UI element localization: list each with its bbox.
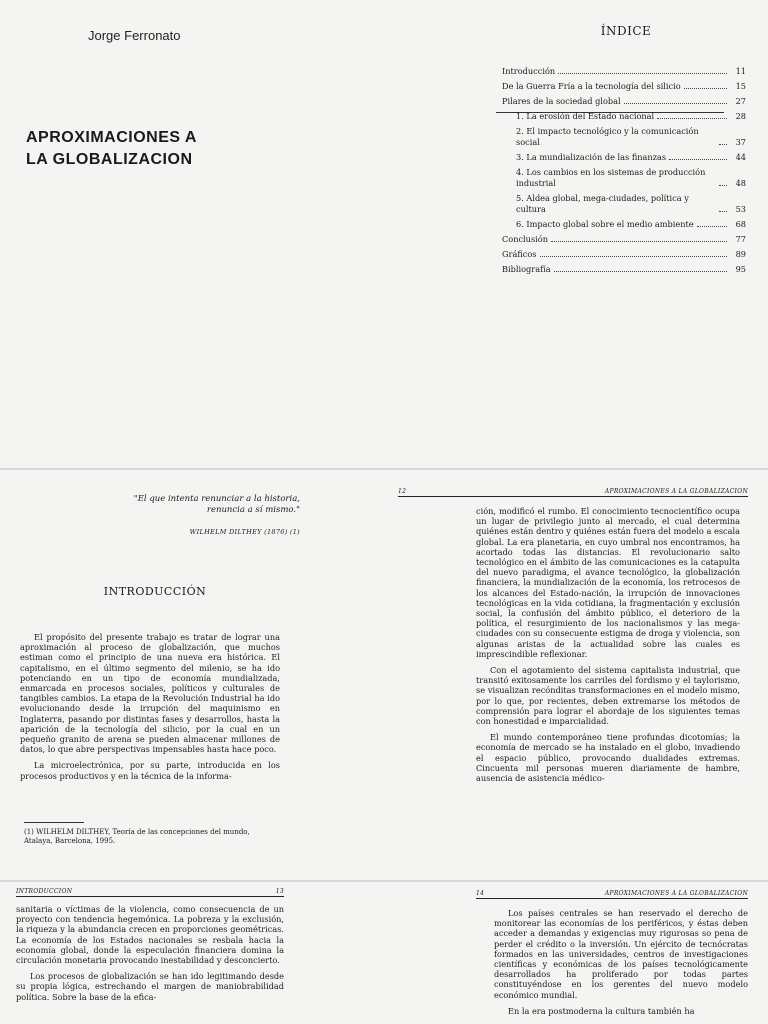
toc-leader-dots: [719, 211, 727, 212]
page-index: [384, 0, 768, 468]
epigraph-source: WILHELM DILTHEY (1876) (1): [189, 528, 300, 536]
toc-leader-dots: [624, 103, 727, 104]
toc-entry-page: 77: [735, 234, 746, 244]
toc-entry-label: 3. La mundialización de las finanzas: [516, 152, 667, 162]
paragraph: ción, modificó el rumbo. El conocimiento tecnocientífico ocupa un lugar de privilegio junto al mercado, el cual determina quiénes están dentro y quiénes están fuera del modelo a escala global. La era planetaria, en cuyo umbral nos encontramos, ha acortado todas las distancias. El revolucionario salto tecnológico en el ámbito de las comunicaciones es la catapulta del nuevo paradigma, el avance tecnológico, la globalización financiera, la mundialización de la economía, los retrocesos de los alcances del Estado-nación, la irrupción de innovaciones tecnológicas en la vida cotidiana, la fragmentación y exclusión social, la confusión del ámbito público, el deterioro de la política, el resurgimiento de los nacionalismos y las mega-ciudades con su consecuente estigma de droga y violencia, son algunas aristas de la actualidad sobre las cuales es imprescindible reflexionar.: [476, 506, 740, 659]
toc-entry: [502, 81, 746, 92]
toc-leader-dots: [719, 185, 727, 186]
running-head-title: APROXIMACIONES A LA GLOBALIZACION: [604, 488, 748, 495]
toc-entry: [502, 126, 746, 148]
body-text: [494, 908, 748, 1022]
page-number: 12: [398, 488, 407, 495]
toc-leader-dots: [684, 88, 727, 89]
toc-entry-label: Gráficos: [502, 249, 537, 259]
page-14: [384, 882, 768, 1024]
toc-leader-dots: [669, 159, 727, 160]
toc-entry-label: 1. La erosión del Estado nacional: [516, 111, 655, 121]
toc-entry: [502, 111, 746, 122]
book-title-line: APROXIMACIONES A: [26, 129, 197, 146]
section-heading: INTRODUCCIÓN: [103, 585, 207, 598]
toc-entry: [502, 66, 746, 77]
author-name: Jorge Ferronato: [88, 28, 181, 43]
toc-leader-dots: [719, 144, 727, 145]
toc-entry-page: 27: [735, 96, 746, 106]
toc-entry-page: 28: [735, 111, 746, 121]
toc-leader-dots: [540, 256, 727, 257]
body-text: [476, 506, 740, 789]
book-title: [26, 127, 286, 171]
page-number: 14: [476, 890, 485, 897]
toc-leader-dots: [551, 241, 727, 242]
paragraph: Con el agotamiento del sistema capitalista industrial, que transitó exitosamente los carriles del fordismo y el taylorismo, se visualizan recónditas transformaciones en el modelo mismo, por lo que, por recientes, deben extremarse los métodos de comprensión para lograr el abordaje de los siguientes temas con honestidad e imparcialidad.: [476, 665, 740, 727]
toc-entry-page: 89: [735, 249, 746, 259]
footnote-divider: [24, 822, 84, 823]
toc-leader-dots: [657, 118, 727, 119]
footnote: (1) WILHELM DILTHEY, Teoría de las concepciones del mundo, Atalaya, Barcelona, 1995.: [24, 828, 250, 845]
toc-entry-label: Conclusión: [502, 234, 548, 244]
toc-entry-label: De la Guerra Fría a la tecnología del silicio: [502, 81, 681, 91]
toc-entry-label: Bibliografía: [502, 264, 551, 274]
page-12: [384, 470, 768, 880]
table-of-contents: [502, 66, 746, 279]
paragraph: La microelectrónica, por su parte, introducida en los procesos productivos y en la técnica de la informa-: [20, 760, 280, 781]
running-head-title: APROXIMACIONES A LA GLOBALIZACION: [604, 890, 748, 897]
toc-entry: [502, 96, 746, 107]
toc-entry: [502, 264, 746, 275]
paragraph: Los procesos de globalización se han ido legitimando desde su propia lógica, estrechando el margen de maniobrabilidad política. Sobre la base de la efica-: [16, 971, 284, 1002]
running-header: [398, 486, 748, 497]
toc-leader-dots: [558, 73, 727, 74]
toc-leader-dots: [554, 271, 727, 272]
toc-entry-page: 68: [735, 219, 746, 229]
toc-entry-label: 2. El impacto tecnológico y la comunicación social: [516, 126, 699, 147]
toc-entry: [502, 167, 746, 189]
toc-entry-label: 6. Impacto global sobre el medio ambiente: [516, 219, 694, 229]
paragraph: sanitaria o víctimas de la violencia, como consecuencia de un proyecto con tendencia hegemónica. La pobreza y la exclusión, la riqueza y la abundancia crecen en proporciones geométricas. La economía de los Estados nacionales se resbala hacia la economía global, donde la especulación financiera domina la circulación monetaria provocando inestabilidad y desconcierto.: [16, 904, 284, 966]
toc-entry-page: 48: [735, 178, 746, 188]
toc-entry-label: Introducción: [502, 66, 556, 76]
toc-entry: [502, 152, 746, 163]
page-number: 13: [275, 888, 284, 895]
toc-entry: [502, 193, 746, 215]
paragraph: El mundo contemporáneo tiene profundas dicotomías; la economía de mercado se ha instalado en el globo, invadiendo el espacio público, provocando dualidades extremas. Cincuenta mil personas mueren diariamente de hambre, ausencia de asistencia médico-: [476, 732, 740, 784]
toc-entry: [502, 249, 746, 260]
epigraph-quote: "El que intenta renunciar a la historia, renuncia a sí mismo.": [133, 494, 300, 515]
toc-entry-page: 53: [735, 204, 746, 214]
toc-entry-label: Pilares de la sociedad global: [502, 96, 621, 106]
page-13: [0, 882, 384, 1024]
page-title-page: [0, 0, 384, 468]
toc-entry-page: 95: [735, 264, 746, 274]
toc-leader-dots: [697, 226, 727, 227]
toc-entry-label: 4. Los cambios en los sistemas de producción industrial: [516, 167, 706, 188]
running-head-title: INTRODUCCION: [16, 888, 73, 895]
toc-entry-page: 11: [735, 66, 746, 76]
book-title-line: LA GLOBALIZACION: [26, 151, 193, 168]
toc-entry: [502, 219, 746, 230]
index-heading: ÍNDICE: [600, 24, 652, 38]
toc-entry-page: 44: [735, 152, 746, 162]
running-header: [476, 888, 748, 899]
paragraph: El propósito del presente trabajo es tratar de lograr una aproximación al proceso de globalización, que muchos estiman como el principio de una nueva era histórica. El capitalismo, en el último segmento del milenio, se ha ido potenciando en un tipo de economía mundializada, enmarcada en procesos sociales, políticos y culturales de tangibles cambios. La etapa de la Revolución Industrial ha ido evolucionando desde la irrupción del maquinismo en Inglaterra, pasando por distintas fases y desarrollos, hasta la aparición de la tecnología del silicio, por la cual en un pequeño granito de arena se pueden almacenar millones de datos, lo que abre perspectivas impensables hasta hace poco.: [20, 632, 280, 755]
running-header: [16, 886, 284, 897]
body-text: [20, 632, 280, 787]
toc-entry-label: 5. Aldea global, mega-ciudades, política y cultura: [516, 193, 689, 214]
page-introduction: [0, 470, 384, 880]
paragraph: Los países centrales se han reservado el derecho de monitorear las economías de los periféricos, y éstas deben acceder a demandas y exigencias muy rigurosas so pena de perder el crédito o la inversión. Un ejército de tecnócratas formados en las universidades, centros de investigaciones científicas y económicas de los países tecnológicamente desarrollados ha proliferado por todas partes constituyéndose en los gerentes del nuevo modelo económico mundial.: [494, 908, 748, 1000]
toc-entry-page: 37: [735, 137, 746, 147]
toc-entry-page: 15: [735, 81, 746, 91]
toc-entry: [502, 234, 746, 245]
paragraph: En la era postmoderna la cultura también ha: [508, 1005, 695, 1016]
body-text: [16, 904, 284, 1008]
